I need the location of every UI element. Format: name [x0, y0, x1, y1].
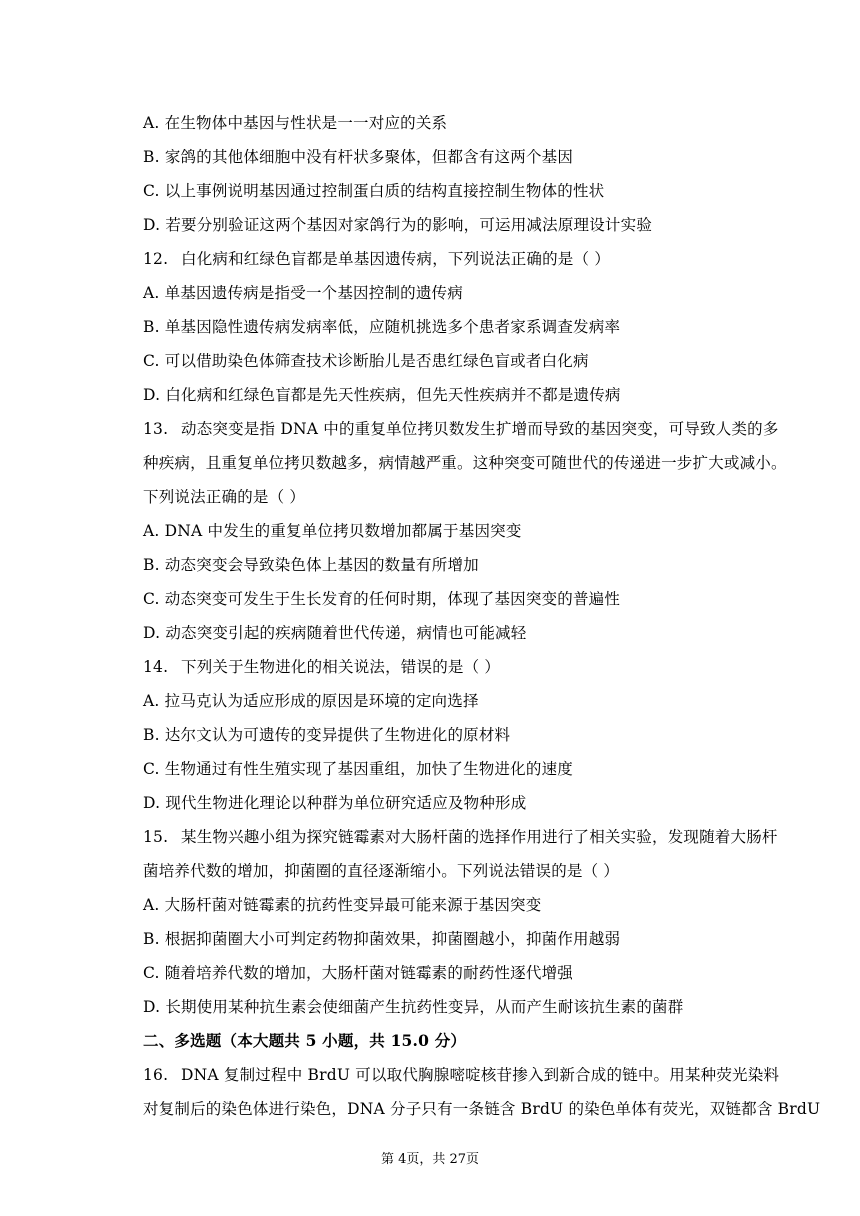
answer-option: A. 大肠杆菌对链霉素的抗药性变异最可能来源于基因突变 [143, 896, 542, 914]
answer-option: D. 动态突变引起的疾病随着世代传递，病情也可能减轻 [143, 624, 527, 642]
answer-option: A. 拉马克认为适应形成的原因是环境的定向选择 [143, 692, 479, 710]
answer-option: B. 动态突变会导致染色体上基因的数量有所增加 [143, 556, 479, 574]
answer-option: A. DNA 中发生的重复单位拷贝数增加都属于基因突变 [143, 522, 522, 540]
answer-option: D. 现代生物进化理论以种群为单位研究适应及物种形成 [143, 794, 527, 812]
question-line [143, 242, 763, 276]
question-line [143, 650, 763, 684]
page-content [143, 106, 821, 1126]
page-footer: 第 4页，共 27页 [380, 1152, 480, 1167]
question-continuation: 菌培养代数的增加，抑菌圈的直径逐渐缩小。下列说法错误的是（ ） [143, 862, 620, 880]
answer-option: D. 长期使用某种抗生素会使细菌产生抗药性变异，从而产生耐该抗生素的菌群 [143, 998, 684, 1016]
question-number: 14. [143, 658, 169, 676]
answer-option: B. 根据抑菌圈大小可判定药物抑菌效果，抑菌圈越小，抑菌作用越弱 [143, 930, 621, 948]
question-text: 下列关于生物进化的相关说法，错误的是（ ） [181, 658, 501, 676]
answer-option: D. 白化病和红绿色盲都是先天性疾病，但先天性疾病并不都是遗传病 [143, 386, 621, 404]
answer-option: A. 单基因遗传病是指受一个基因控制的遗传病 [143, 284, 463, 302]
question-continuation: 下列说法正确的是（ ） [143, 488, 306, 506]
answer-option: B. 家鸽的其他体细胞中没有杆状多聚体，但都含有这两个基因 [143, 148, 574, 166]
question-continuation: 对复制后的染色体进行染色，DNA 分子只有一条链含 BrdU 的染色单体有荧光，双链都含 BrdU [143, 1100, 821, 1118]
question-text: 某生物兴趣小组为探究链霉素对大肠杆菌的选择作用进行了相关实验，发现随着大肠杆 [181, 828, 778, 846]
question-continuation: 种疾病，且重复单位拷贝数越多，病情越严重。这种突变可随世代的传递进一步扩大或减小。 [143, 454, 787, 472]
answer-option: C. 动态突变可发生于生长发育的任何时期，体现了基因突变的普遍性 [143, 590, 621, 608]
answer-option: B. 达尔文认为可遗传的变异提供了生物进化的原材料 [143, 726, 511, 744]
answer-option: C. 可以借助染色体筛查技术诊断胎儿是否患红绿色盲或者白化病 [143, 352, 589, 370]
section-heading: 二、多选题（本大题共 5 小题，共 15.0 分） [143, 1031, 467, 1050]
question-line [143, 820, 778, 854]
question-text: 动态突变是指 DNA 中的重复单位拷贝数发生扩增而导致的基因突变，可导致人类的多 [181, 420, 779, 438]
answer-option: C. 以上事例说明基因通过控制蛋白质的结构直接控制生物体的性状 [143, 182, 605, 200]
answer-option: A. 在生物体中基因与性状是一一对应的关系 [143, 114, 448, 132]
question-line [143, 412, 779, 446]
question-text: DNA 复制过程中 BrdU 可以取代胸腺嘧啶核苷掺入到新合成的链中。用某种荧光染料 [181, 1066, 780, 1084]
question-number: 13. [143, 420, 169, 438]
question-number: 15. [143, 828, 169, 846]
question-line [143, 1058, 780, 1092]
question-text: 白化病和红绿色盲都是单基因遗传病，下列说法正确的是（ ） [181, 250, 611, 268]
question-number: 12. [143, 250, 169, 268]
question-number: 16. [143, 1066, 169, 1084]
answer-option: C. 生物通过有性生殖实现了基因重组，加快了生物进化的速度 [143, 760, 573, 778]
answer-option: B. 单基因隐性遗传病发病率低，应随机挑选多个患者家系调查发病率 [143, 318, 621, 336]
answer-option: C. 随着培养代数的增加，大肠杆菌对链霉素的耐药性逐代增强 [143, 964, 573, 982]
answer-option: D. 若要分别验证这两个基因对家鸽行为的影响，可运用减法原理设计实验 [143, 216, 653, 234]
